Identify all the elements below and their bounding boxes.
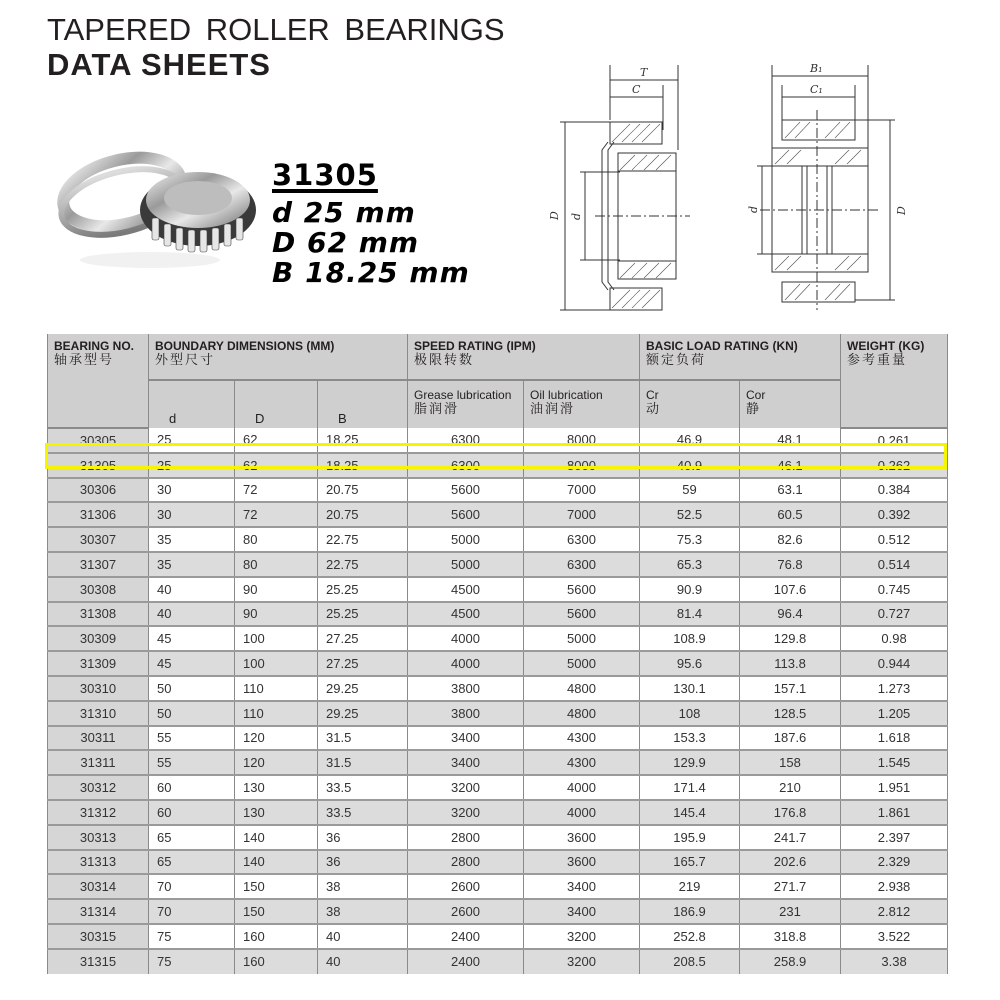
cell-bearing-no: 31311	[48, 750, 149, 775]
cell-cor: 76.8	[740, 552, 841, 577]
cell-D: 80	[235, 527, 318, 552]
cell-oil-speed: 3600	[524, 825, 640, 850]
cell-cor: 241.7	[740, 825, 841, 850]
table-row	[48, 527, 948, 552]
cell-D: 110	[235, 701, 318, 726]
cell-bearing-no: 30311	[48, 726, 149, 751]
cell-oil-speed: 4000	[524, 775, 640, 800]
cell-oil-speed: 4300	[524, 726, 640, 751]
cell-cor: 63.1	[740, 478, 841, 503]
cell-d: 65	[149, 825, 235, 850]
cell-weight: 0.98	[841, 626, 948, 651]
cell-weight: 0.745	[841, 577, 948, 602]
cell-cr: 40.9	[640, 453, 740, 478]
cell-cr: 129.9	[640, 750, 740, 775]
cell-B: 22.75	[318, 552, 408, 577]
cell-cor: 157.1	[740, 676, 841, 701]
cell-oil-speed: 3600	[524, 850, 640, 875]
cell-d: 60	[149, 800, 235, 825]
header-bearing-no: BEARING NO. 轴承型号	[48, 334, 149, 428]
cell-D: 62	[235, 453, 318, 478]
cell-B: 20.75	[318, 478, 408, 503]
table-row	[48, 453, 948, 478]
cell-cr: 252.8	[640, 924, 740, 949]
cell-cor: 231	[740, 899, 841, 924]
cell-weight: 0.261	[841, 428, 948, 453]
header-cr: Cr 动	[640, 380, 740, 428]
cell-weight: 1.951	[841, 775, 948, 800]
cell-weight: 1.861	[841, 800, 948, 825]
cell-D: 80	[235, 552, 318, 577]
cell-grease-speed: 3800	[408, 701, 524, 726]
cell-grease-speed: 3200	[408, 775, 524, 800]
cell-grease-speed: 3400	[408, 726, 524, 751]
header-oil: Oil lubrication 油润滑	[524, 380, 640, 428]
single-row-bearing-diagram-icon	[540, 60, 730, 320]
cell-B: 18.25	[318, 453, 408, 478]
cell-cor: 107.6	[740, 577, 841, 602]
cell-cor: 202.6	[740, 850, 841, 875]
cell-d: 60	[149, 775, 235, 800]
cell-D: 140	[235, 825, 318, 850]
cell-cor: 60.5	[740, 502, 841, 527]
svg-text:D: D	[895, 206, 908, 215]
cell-d: 40	[149, 577, 235, 602]
header-boundary-dimensions: BOUNDARY DIMENSIONS (MM) 外型尺寸	[149, 334, 408, 380]
cell-cr: 208.5	[640, 949, 740, 974]
cell-bearing-no: 30310	[48, 676, 149, 701]
cell-d: 50	[149, 701, 235, 726]
cell-bearing-no: 30306	[48, 478, 149, 503]
cell-bearing-no: 30305	[48, 428, 149, 453]
svg-text:d: d	[570, 212, 583, 220]
table-row	[48, 651, 948, 676]
cell-cor: 82.6	[740, 527, 841, 552]
cell-B: 27.25	[318, 626, 408, 651]
cell-D: 90	[235, 602, 318, 627]
cell-B: 22.75	[318, 527, 408, 552]
cell-bearing-no: 31310	[48, 701, 149, 726]
cell-D: 160	[235, 949, 318, 974]
table-row	[48, 750, 948, 775]
cell-D: 150	[235, 899, 318, 924]
cell-weight: 2.812	[841, 899, 948, 924]
table-row	[48, 552, 948, 577]
cell-grease-speed: 3400	[408, 750, 524, 775]
header-cor: Cor 静	[740, 380, 841, 428]
cell-grease-speed: 2600	[408, 874, 524, 899]
header-B: B	[318, 380, 408, 428]
cell-B: 31.5	[318, 726, 408, 751]
cell-grease-speed: 4500	[408, 602, 524, 627]
cell-oil-speed: 8000	[524, 453, 640, 478]
cell-d: 45	[149, 651, 235, 676]
table-row	[48, 428, 948, 453]
cell-oil-speed: 3400	[524, 899, 640, 924]
cell-D: 72	[235, 478, 318, 503]
cell-cr: 95.6	[640, 651, 740, 676]
cell-oil-speed: 3200	[524, 949, 640, 974]
cell-weight: 0.512	[841, 527, 948, 552]
cell-weight: 2.938	[841, 874, 948, 899]
cell-weight: 1.205	[841, 701, 948, 726]
cell-oil-speed: 5600	[524, 602, 640, 627]
cell-cor: 96.4	[740, 602, 841, 627]
cell-D: 72	[235, 502, 318, 527]
cell-cr: 171.4	[640, 775, 740, 800]
table-row	[48, 899, 948, 924]
cell-B: 25.25	[318, 602, 408, 627]
bearing-data-table	[47, 334, 948, 974]
cell-oil-speed: 4300	[524, 750, 640, 775]
cell-bearing-no: 31314	[48, 899, 149, 924]
header-d: d	[149, 380, 235, 428]
svg-text:C: C	[632, 83, 641, 96]
cell-cor: 46.1	[740, 453, 841, 478]
cell-weight: 0.384	[841, 478, 948, 503]
cell-cr: 75.3	[640, 527, 740, 552]
table-row	[48, 577, 948, 602]
cell-cor: 158	[740, 750, 841, 775]
cell-B: 33.5	[318, 800, 408, 825]
cell-grease-speed: 4500	[408, 577, 524, 602]
table-row	[48, 726, 948, 751]
table-row	[48, 701, 948, 726]
cell-B: 33.5	[318, 775, 408, 800]
cell-D: 160	[235, 924, 318, 949]
cell-cr: 219	[640, 874, 740, 899]
cell-cr: 108.9	[640, 626, 740, 651]
cell-cr: 186.9	[640, 899, 740, 924]
cell-d: 50	[149, 676, 235, 701]
cell-d: 75	[149, 949, 235, 974]
svg-text:C₁: C₁	[810, 83, 823, 96]
cell-cor: 48.1	[740, 428, 841, 453]
cell-oil-speed: 6300	[524, 527, 640, 552]
cell-d: 55	[149, 750, 235, 775]
cell-d: 25	[149, 453, 235, 478]
cell-B: 29.25	[318, 676, 408, 701]
cell-B: 40	[318, 949, 408, 974]
cell-grease-speed: 2800	[408, 850, 524, 875]
cell-d: 70	[149, 899, 235, 924]
cell-B: 36	[318, 850, 408, 875]
cell-oil-speed: 5600	[524, 577, 640, 602]
table-row	[48, 825, 948, 850]
table-row	[48, 874, 948, 899]
cell-grease-speed: 3800	[408, 676, 524, 701]
cell-B: 31.5	[318, 750, 408, 775]
cell-D: 100	[235, 626, 318, 651]
cell-cor: 128.5	[740, 701, 841, 726]
cell-D: 120	[235, 750, 318, 775]
cell-B: 27.25	[318, 651, 408, 676]
cell-weight: 0.514	[841, 552, 948, 577]
cell-weight: 3.38	[841, 949, 948, 974]
cell-grease-speed: 5000	[408, 527, 524, 552]
cell-bearing-no: 31309	[48, 651, 149, 676]
cell-bearing-no: 30307	[48, 527, 149, 552]
cell-B: 40	[318, 924, 408, 949]
cell-cor: 210	[740, 775, 841, 800]
page-subtitle: DATA SHEETS	[47, 47, 271, 82]
double-row-bearing-diagram-icon	[745, 60, 945, 320]
cell-D: 140	[235, 850, 318, 875]
cell-bearing-no: 31306	[48, 502, 149, 527]
cell-B: 20.75	[318, 502, 408, 527]
table-row	[48, 626, 948, 651]
cell-bearing-no: 30315	[48, 924, 149, 949]
table-row	[48, 949, 948, 974]
cell-B: 36	[318, 825, 408, 850]
cell-d: 45	[149, 626, 235, 651]
cell-weight: 2.397	[841, 825, 948, 850]
cell-cr: 46.9	[640, 428, 740, 453]
cell-d: 40	[149, 602, 235, 627]
cell-D: 120	[235, 726, 318, 751]
cell-oil-speed: 6300	[524, 552, 640, 577]
cell-cor: 271.7	[740, 874, 841, 899]
cell-oil-speed: 5000	[524, 626, 640, 651]
cell-d: 70	[149, 874, 235, 899]
table-row	[48, 676, 948, 701]
cell-d: 75	[149, 924, 235, 949]
cell-d: 25	[149, 428, 235, 453]
cell-oil-speed: 5000	[524, 651, 640, 676]
svg-text:B₁: B₁	[810, 62, 823, 75]
svg-text:T: T	[640, 66, 648, 79]
cell-grease-speed: 3200	[408, 800, 524, 825]
cell-bearing-no: 31308	[48, 602, 149, 627]
cell-weight: 0.727	[841, 602, 948, 627]
cell-oil-speed: 4800	[524, 701, 640, 726]
cell-bearing-no: 31312	[48, 800, 149, 825]
cell-D: 90	[235, 577, 318, 602]
cell-oil-speed: 3400	[524, 874, 640, 899]
cell-cor: 258.9	[740, 949, 841, 974]
cell-weight: 0.262	[841, 453, 948, 478]
cell-B: 38	[318, 874, 408, 899]
cell-B: 25.25	[318, 577, 408, 602]
header-load-rating: BASIC LOAD RATING (KN) 额定负荷	[640, 334, 841, 380]
cell-weight: 2.329	[841, 850, 948, 875]
cell-oil-speed: 4800	[524, 676, 640, 701]
cell-weight: 3.522	[841, 924, 948, 949]
header-grease: Grease lubrication 脂润滑	[408, 380, 524, 428]
header-D: D	[235, 380, 318, 428]
cell-grease-speed: 4000	[408, 626, 524, 651]
cell-bearing-no: 31307	[48, 552, 149, 577]
cell-cr: 108	[640, 701, 740, 726]
cell-d: 55	[149, 726, 235, 751]
header-speed-rating: SPEED RATING (IPM) 极限转数	[408, 334, 640, 380]
cell-d: 30	[149, 478, 235, 503]
cell-cr: 165.7	[640, 850, 740, 875]
cell-cr: 195.9	[640, 825, 740, 850]
table-row	[48, 502, 948, 527]
cell-grease-speed: 6300	[408, 453, 524, 478]
cell-d: 35	[149, 527, 235, 552]
cell-D: 62	[235, 428, 318, 453]
cell-D: 130	[235, 800, 318, 825]
cell-cor: 187.6	[740, 726, 841, 751]
cell-grease-speed: 5000	[408, 552, 524, 577]
cell-cr: 130.1	[640, 676, 740, 701]
cell-bearing-no: 30308	[48, 577, 149, 602]
cell-d: 65	[149, 850, 235, 875]
cell-cr: 59	[640, 478, 740, 503]
cell-bearing-no: 30312	[48, 775, 149, 800]
table-row	[48, 924, 948, 949]
table-row	[48, 800, 948, 825]
cell-bearing-no: 31315	[48, 949, 149, 974]
cell-bearing-no: 31313	[48, 850, 149, 875]
cell-d: 30	[149, 502, 235, 527]
cell-weight: 1.545	[841, 750, 948, 775]
cell-cr: 153.3	[640, 726, 740, 751]
cell-cr: 90.9	[640, 577, 740, 602]
cell-cr: 65.3	[640, 552, 740, 577]
spec-width: B 18.25 mm	[272, 256, 470, 289]
cell-bearing-no: 31305	[48, 453, 149, 478]
cell-grease-speed: 4000	[408, 651, 524, 676]
cell-grease-speed: 5600	[408, 478, 524, 503]
cell-grease-speed: 2400	[408, 949, 524, 974]
cell-cr: 81.4	[640, 602, 740, 627]
cell-oil-speed: 7000	[524, 502, 640, 527]
cell-oil-speed: 7000	[524, 478, 640, 503]
cell-D: 150	[235, 874, 318, 899]
cell-cr: 145.4	[640, 800, 740, 825]
model-number: 31305	[272, 158, 378, 192]
cell-cor: 318.8	[740, 924, 841, 949]
table-row	[48, 850, 948, 875]
cell-oil-speed: 3200	[524, 924, 640, 949]
cell-weight: 0.392	[841, 502, 948, 527]
cell-grease-speed: 5600	[408, 502, 524, 527]
cell-bearing-no: 30309	[48, 626, 149, 651]
cell-cor: 113.8	[740, 651, 841, 676]
product-spec	[272, 158, 470, 288]
cell-D: 130	[235, 775, 318, 800]
table-row	[48, 775, 948, 800]
cell-d: 35	[149, 552, 235, 577]
cell-oil-speed: 4000	[524, 800, 640, 825]
page-title: TAPERED ROLLER BEARINGS	[47, 12, 505, 47]
cell-grease-speed: 2400	[408, 924, 524, 949]
svg-text:d: d	[747, 205, 760, 213]
cell-B: 18.25	[318, 428, 408, 453]
svg-text:D: D	[548, 211, 561, 220]
spec-inner-diameter: d 25 mm	[272, 196, 416, 229]
cell-weight: 0.944	[841, 651, 948, 676]
table-row	[48, 478, 948, 503]
cell-cr: 52.5	[640, 502, 740, 527]
cell-B: 29.25	[318, 701, 408, 726]
cell-grease-speed: 2600	[408, 899, 524, 924]
cell-D: 110	[235, 676, 318, 701]
bearing-photo-icon	[50, 140, 265, 280]
header-weight: WEIGHT (KG) 参考重量	[841, 334, 948, 428]
cell-weight: 1.273	[841, 676, 948, 701]
cell-weight: 1.618	[841, 726, 948, 751]
cell-cor: 176.8	[740, 800, 841, 825]
cell-grease-speed: 2800	[408, 825, 524, 850]
cell-cor: 129.8	[740, 626, 841, 651]
table-row	[48, 602, 948, 627]
cell-bearing-no: 30314	[48, 874, 149, 899]
cell-B: 38	[318, 899, 408, 924]
spec-outer-diameter: D 62 mm	[272, 226, 420, 259]
cell-grease-speed: 6300	[408, 428, 524, 453]
cell-D: 100	[235, 651, 318, 676]
cell-bearing-no: 30313	[48, 825, 149, 850]
cell-oil-speed: 8000	[524, 428, 640, 453]
